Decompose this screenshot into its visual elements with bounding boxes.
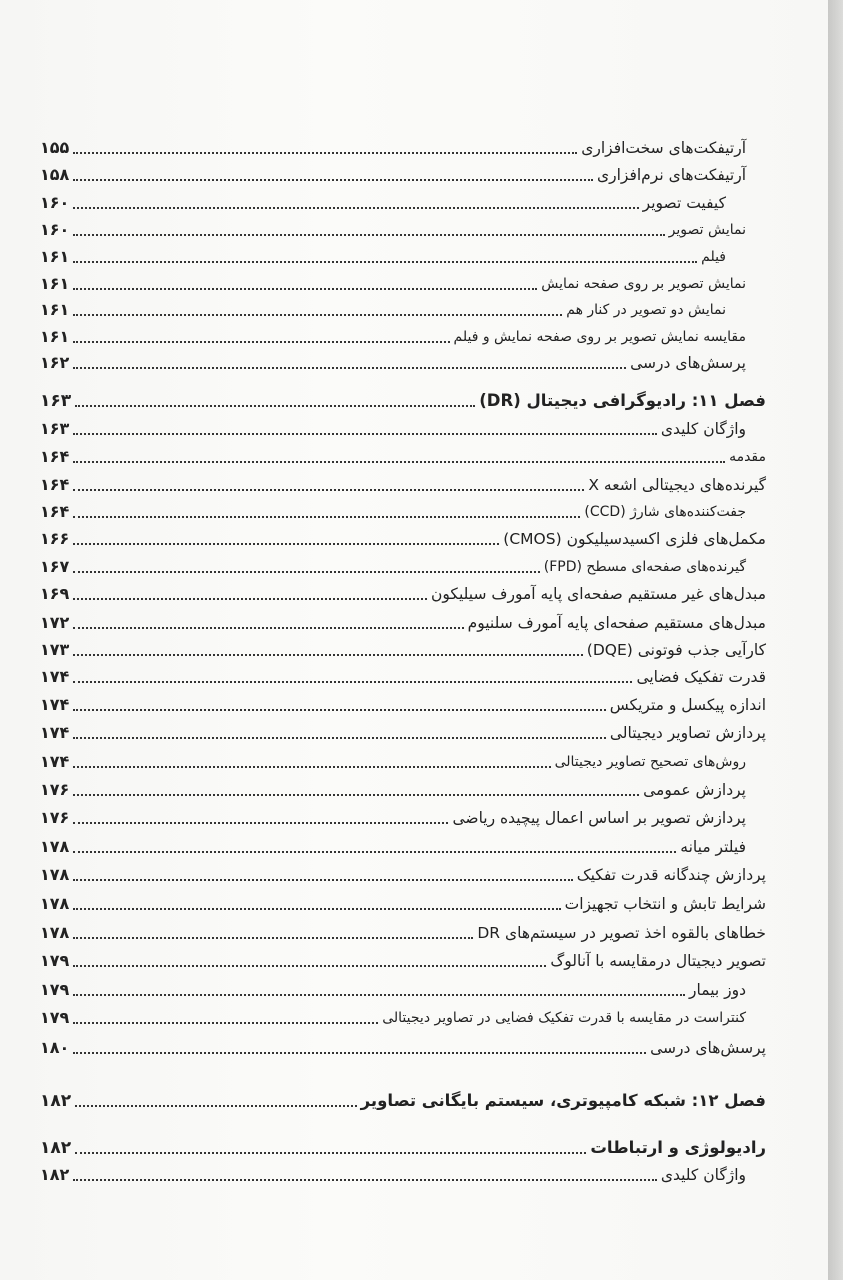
toc-page-number: ۱۶۶ — [40, 529, 70, 548]
toc-entry-row — [40, 1157, 766, 1185]
toc-page-number: ۱۸۲ — [40, 1091, 72, 1111]
toc-page-number: ۱۷۹ — [40, 1008, 70, 1027]
toc-page-number: ۱۷۴ — [40, 723, 70, 742]
toc-page-number: ۱۶۹ — [40, 584, 70, 603]
dot-leader — [73, 879, 572, 881]
table-of-contents — [40, 130, 766, 1220]
toc-entry-title: مبدل‌های مستقیم صفحه‌ای پایه آمورف سلنیوم — [467, 614, 766, 632]
toc-entry-title: نمایش دو تصویر در کنار هم — [566, 302, 726, 318]
toc-entry-row — [40, 239, 766, 267]
toc-entry-row — [40, 439, 766, 467]
toc-entry-title: دوز بیمار — [689, 981, 746, 999]
toc-page-number: ۱۶۱ — [40, 327, 70, 346]
dot-leader — [73, 234, 664, 236]
dot-leader — [73, 367, 626, 369]
toc-page-number: ۱۶۳ — [40, 391, 72, 411]
toc-page-number: ۱۸۰ — [40, 1038, 70, 1057]
toc-entry-title: کارآیی جذب فوتونی (DQE) — [586, 641, 766, 659]
toc-entry-row — [40, 943, 766, 971]
toc-entry-row — [40, 829, 766, 857]
toc-entry-row — [40, 549, 766, 577]
dot-leader — [73, 288, 537, 290]
toc-entry-row — [40, 185, 766, 213]
toc-page-number: ۱۷۶ — [40, 780, 70, 799]
dot-leader — [73, 794, 639, 796]
dot-leader — [73, 737, 606, 739]
toc-page-number: ۱۷۹ — [40, 951, 70, 970]
toc-page-number: ۱۶۴ — [40, 447, 70, 466]
toc-page-number: ۱۶۱ — [40, 247, 70, 266]
toc-page-number: ۱۷۴ — [40, 667, 70, 686]
dot-leader — [75, 1105, 357, 1107]
toc-entry-row — [40, 411, 766, 439]
toc-entry-row — [40, 715, 766, 743]
dot-leader — [73, 261, 697, 263]
toc-page-number: ۱۶۱ — [40, 300, 70, 319]
toc-entry-row — [40, 576, 766, 604]
toc-entry-title: پردازش چندگانه قدرت تفکیک — [576, 866, 766, 884]
dot-leader — [73, 908, 560, 910]
toc-entry-row — [40, 345, 766, 373]
dot-leader — [73, 709, 605, 711]
toc-page-number: ۱۷۲ — [40, 613, 70, 632]
toc-page-number: ۱۶۴ — [40, 502, 70, 521]
dot-leader — [73, 571, 539, 573]
toc-entry-row — [40, 212, 766, 240]
toc-chapter-row — [40, 383, 766, 411]
toc-chapter-row — [40, 1083, 766, 1111]
toc-entry-row — [40, 744, 766, 772]
toc-entry-title: پردازش عمومی — [643, 781, 746, 799]
toc-page-number: ۱۶۴ — [40, 475, 70, 494]
toc-page-number: ۱۷۴ — [40, 695, 70, 714]
toc-entry-title: کنتراست در مقایسه با قدرت تفکیک فضایی در تصاویر دیجیتالی — [382, 1010, 746, 1026]
toc-entry-title: فیلم — [701, 249, 726, 265]
dot-leader — [73, 994, 685, 996]
toc-entry-title: آرتیفکت‌های سخت‌افزاری — [581, 139, 746, 157]
toc-entry-title: مبدل‌های غیر مستقیم صفحه‌ای پایه آمورف سیلیکون — [431, 585, 766, 603]
dot-leader — [73, 1179, 657, 1181]
dot-leader — [73, 461, 725, 463]
dot-leader — [73, 851, 676, 853]
dot-leader — [73, 654, 582, 656]
toc-entry-title: قدرت تفکیک فضایی — [636, 668, 766, 686]
toc-page-number: ۱۷۴ — [40, 752, 70, 771]
toc-page-number: ۱۸۲ — [40, 1138, 72, 1158]
toc-page-number: ۱۶۰ — [40, 193, 70, 212]
toc-entry-title: واژگان کلیدی — [660, 420, 746, 438]
toc-page-number: ۱۷۹ — [40, 980, 70, 999]
dot-leader — [75, 405, 475, 407]
dot-leader — [73, 627, 463, 629]
toc-page-number: ۱۶۳ — [40, 419, 70, 438]
toc-page-number: ۱۵۸ — [40, 165, 70, 184]
dot-leader — [75, 1152, 586, 1154]
toc-entry-row — [40, 687, 766, 715]
toc-entry-title: پردازش تصویر بر اساس اعمال پیچیده ریاضی — [452, 809, 746, 827]
toc-entry-row — [40, 319, 766, 347]
toc-entry-title: آرتیفکت‌های نرم‌افزاری — [596, 166, 746, 184]
toc-page-number: ۱۷۶ — [40, 808, 70, 827]
dot-leader — [73, 965, 546, 967]
toc-entry-row — [40, 772, 766, 800]
dot-leader — [73, 1022, 378, 1024]
dot-leader — [73, 766, 550, 768]
toc-entry-title: کیفیت تصویر — [642, 194, 726, 212]
toc-chapter-row — [40, 1130, 766, 1158]
toc-entry-title: تصویر دیجیتال درمقایسه با آنالوگ — [550, 952, 766, 970]
dot-leader — [73, 543, 499, 545]
toc-page-number: ۱۷۸ — [40, 894, 70, 913]
page-edge — [828, 0, 843, 1280]
dot-leader — [73, 341, 449, 343]
dot-leader — [73, 937, 473, 939]
toc-entry-row — [40, 857, 766, 885]
toc-entry-title: نمایش تصویر بر روی صفحه نمایش — [541, 276, 746, 292]
dot-leader — [73, 598, 427, 600]
dot-leader — [73, 433, 657, 435]
dot-leader — [73, 1052, 646, 1054]
toc-entry-row — [40, 1030, 766, 1058]
dot-leader — [73, 516, 580, 518]
toc-page-number: ۱۷۳ — [40, 640, 70, 659]
toc-page-number: ۱۵۵ — [40, 138, 70, 157]
dot-leader — [73, 207, 638, 209]
dot-leader — [73, 489, 584, 491]
toc-entry-title: واژگان کلیدی — [660, 1166, 746, 1184]
toc-page-number: ۱۶۰ — [40, 220, 70, 239]
toc-entry-row — [40, 886, 766, 914]
toc-page-number: ۱۶۷ — [40, 557, 70, 576]
toc-entry-title: پرسش‌های درسی — [630, 354, 746, 372]
toc-entry-title: مکمل‌های فلزی اکسیدسیلیکون (CMOS) — [503, 530, 766, 548]
toc-entry-row — [40, 467, 766, 495]
toc-page-number: ۱۷۸ — [40, 923, 70, 942]
toc-entry-row — [40, 972, 766, 1000]
toc-entry-title: اندازه پیکسل و متریکس — [609, 696, 766, 714]
toc-entry-title: نمایش تصویر — [668, 222, 746, 238]
toc-entry-title: روش‌های تصحیح تصاویر دیجیتالی — [554, 754, 746, 770]
dot-leader — [73, 314, 562, 316]
dot-leader — [73, 152, 577, 154]
toc-entry-title: فصل ۱۱: رادیوگرافی دیجیتال (DR) — [479, 391, 766, 410]
dot-leader — [73, 179, 593, 181]
toc-entry-title: فیلتر میانه — [680, 838, 746, 856]
toc-entry-title: رادیولوژی و ارتباطات — [590, 1138, 766, 1157]
toc-entry-row — [40, 292, 766, 320]
toc-page-number: ۱۷۸ — [40, 865, 70, 884]
toc-entry-title: پرسش‌های درسی — [650, 1039, 766, 1057]
toc-entry-title: شرایط تابش و انتخاب تجهیزات — [564, 895, 766, 913]
toc-page-number: ۱۶۲ — [40, 353, 70, 372]
toc-entry-row — [40, 130, 766, 158]
toc-entry-title: مقایسه نمایش تصویر بر روی صفحه نمایش و فیلم — [453, 329, 746, 345]
toc-entry-row — [40, 266, 766, 294]
toc-entry-title: جفت‌کننده‌های شارژ (CCD) — [584, 504, 746, 520]
toc-entry-title: پردازش تصاویر دیجیتالی — [609, 724, 766, 742]
dot-leader — [73, 822, 448, 824]
toc-page-number: ۱۷۸ — [40, 837, 70, 856]
toc-entry-title: فصل ۱۲: شبکه کامپیوتری، سیستم بایگانی تصاویر — [360, 1091, 766, 1110]
toc-entry-row — [40, 632, 766, 660]
toc-page-number: ۱۶۱ — [40, 274, 70, 293]
toc-entry-row — [40, 157, 766, 185]
toc-entry-row — [40, 521, 766, 549]
dot-leader — [73, 681, 632, 683]
toc-entry-row — [40, 1000, 766, 1028]
toc-entry-row — [40, 605, 766, 633]
toc-entry-row — [40, 494, 766, 522]
toc-entry-title: گیرنده‌های صفحه‌ای مسطح (FPD) — [543, 559, 746, 575]
toc-entry-row — [40, 915, 766, 943]
toc-entry-title: مقدمه — [729, 449, 766, 465]
toc-entry-row — [40, 659, 766, 687]
toc-page-number: ۱۸۲ — [40, 1165, 70, 1184]
toc-entry-row — [40, 800, 766, 828]
toc-entry-title: گیرنده‌های دیجیتالی اشعه X — [588, 476, 766, 494]
toc-entry-title: خطاهای بالقوه اخذ تصویر در سیستم‌های DR — [477, 924, 766, 942]
